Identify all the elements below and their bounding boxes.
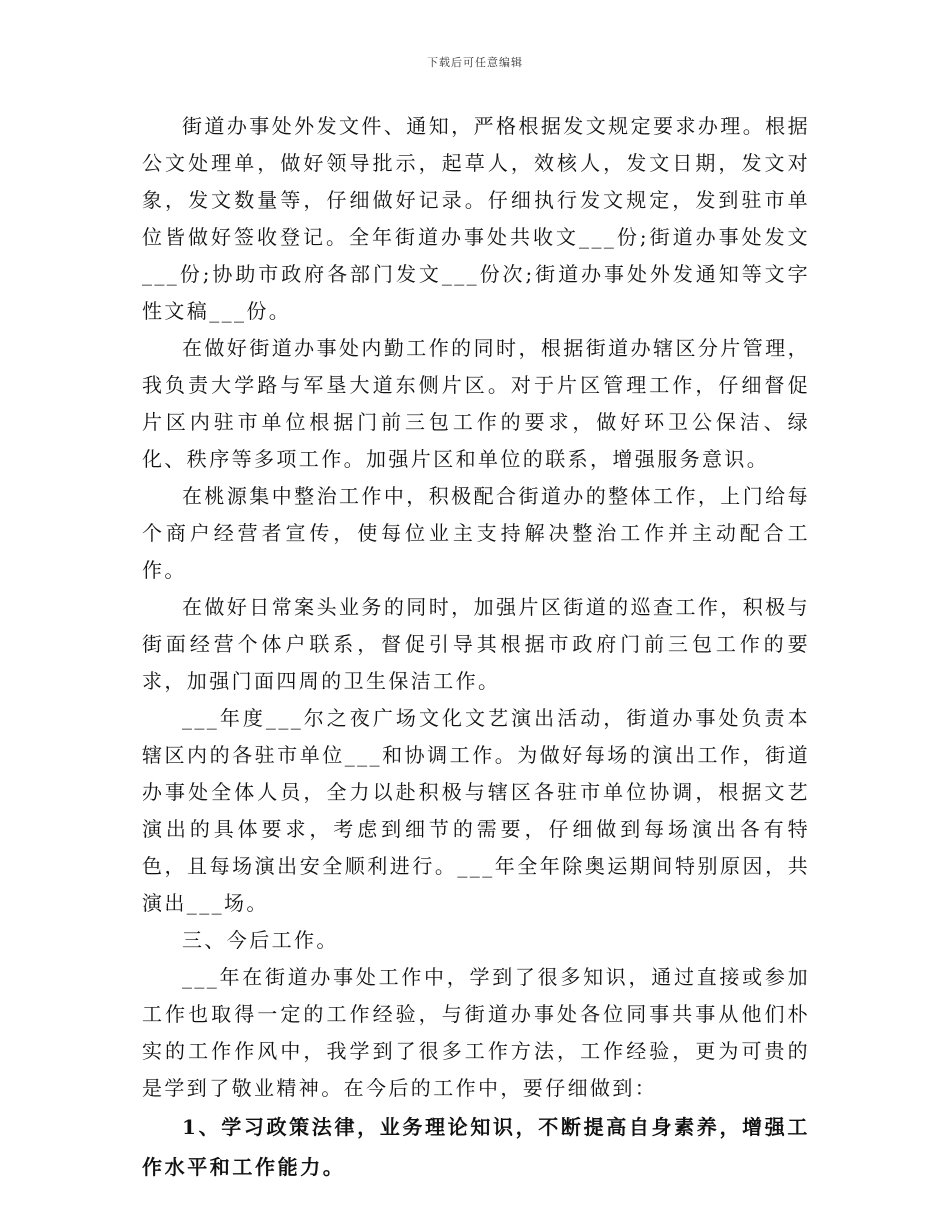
section-heading-future-work: 三、今后工作。 bbox=[182, 928, 339, 952]
paragraph-street-patrol: 在做好日常案头业务的同时，加强片区街道的巡查工作，积极与街面经营个体户联系，督促引导其根据市政府门前三包工作的要求，加强门面四周的卫生保洁工作。 bbox=[142, 595, 810, 693]
paragraph-district-management: 在做好街道办事处内勤工作的同时，根据街道办辖区分片管理，我负责大学路与军垦大道东侧片区。对于片区管理工作，仔细督促片区内驻市单位根据门前三包工作的要求，做好环卫公保洁、绿化、秩序等多项工作。加强片区和单位的联系，增强服务意识。 bbox=[142, 336, 810, 471]
bold-item-study: 1、学习政策法律，业务理论知识，不断提高自身素养，增强工作水平和工作能力。 bbox=[142, 1115, 810, 1179]
paragraph-cultural-performance: ___年度___尔之夜广场文化文艺演出活动，街道办事处负责本辖区内的各驻市单位___和协调工作。为做好每场的演出工作，街道办事处全体人员，全力以赴积极与辖区各驻市单位协调，根据文艺演出的具体要求，考虑到细节的需要，仔细做到每场演出各有特色，且每场演出安全顺利进行。___年全年除奥运期间特别原因，共演出___场。 bbox=[142, 706, 810, 915]
page-header: 下载后可任意编辑 bbox=[427, 56, 523, 69]
document-body bbox=[142, 108, 810, 1187]
paragraph-taoyuan-rectification: 在桃源集中整治工作中，积极配合街道办的整体工作，上门给每个商户经营者宣传，使每位业主支持解决整治工作并主动配合工作。 bbox=[142, 484, 810, 582]
paragraph-future-work: ___年在街道办事处工作中，学到了很多知识，通过直接或参加工作也取得一定的工作经验，与街道办事处各位同事共事从他们朴实的工作作风中，我学到了很多工作方法，工作经验，更为可贵的是学到了敬业精神。在今后的工作中，要仔细做到： bbox=[142, 965, 810, 1100]
paragraph-dispatch: 街道办事处外发文件、通知，严格根据发文规定要求办理。根据公文处理单，做好领导批示，起草人，效核人，发文日期，发文对象，发文数量等，仔细做好记录。仔细执行发文规定，发到驻市单位皆做好签收登记。全年街道办事处共收文___份;街道办事处发文___份;协助市政府各部门发文___份次;街道办事处外发通知等文字性文稿___份。 bbox=[142, 114, 810, 323]
